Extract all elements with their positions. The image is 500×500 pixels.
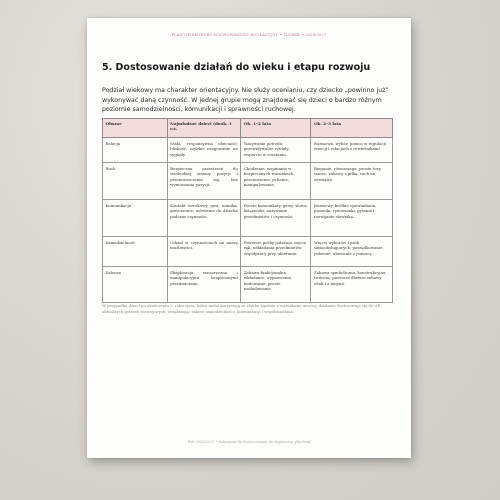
table-cell: Komunikacja <box>103 200 168 237</box>
table-cell: Udział w czynnościach na miarę możliwości. <box>167 237 241 267</box>
table-cell: Bieganie, równowaga, proste tory, taniec, zabawy z piłką, ruch na zewnątrz. <box>311 163 393 200</box>
table-row <box>103 237 393 267</box>
table-cell: Samodzielność <box>103 237 168 267</box>
table-cell: Pierwsze próby jedzenia, mycia rąk, odkładania przedmiotów, współpracy przy ubieraniu. <box>241 237 311 267</box>
document-page <box>87 18 411 458</box>
header-youngest: Najmłodsze dzieci (dook. 1 r.ż. <box>167 119 241 138</box>
table-cell: Rozmowy, krótkie opowiadania, piosenki, rymowanki, pytania i rozwijanie słownika. <box>311 200 393 237</box>
header-area: Obszar <box>103 119 168 138</box>
table-cell: Chodzenie, wspinanie w bezpiecznych warunkach, przenoszenie, pchanie, manipulowanie. <box>241 163 311 200</box>
table-cell: Rozmowa, wybór, pomoc w regulacji emocji i relacjach z rówieśnikami. <box>311 138 393 163</box>
table-row <box>103 200 393 237</box>
table-cell: Stała, responsywna obecność; bliskość; szybkie reagowanie na sygnały. <box>167 138 241 163</box>
table-cell: Zabawa funkcjonalna, wkładanie, wyjmowanie, budowanie, proste naśladowanie. <box>241 267 311 303</box>
table-row <box>103 163 393 200</box>
header-2-3-years: Ok. 2–3 lata <box>311 119 393 138</box>
table-cell: Więcej wyborów i prób samoobsługowych; porządkowanie, jedzenie, ubieranie z pomocą. <box>311 237 393 267</box>
header-1-2-years: Ok. 1–2 lata <box>241 119 311 138</box>
table-cell: Ruch <box>103 163 168 200</box>
table-cell: Nazywanie potrzeb; przewidywalne rytuały; wsparcie w rozstaniu. <box>241 138 311 163</box>
table-cell: Zabawa symboliczna, konstrukcyjna, twórcza; pierwsze dłuższe zabawy obok i z innymi. <box>311 267 393 303</box>
section-title: 5. Dostosowanie działań do wieku i etapu rozwoju <box>102 62 371 73</box>
note-paragraph: W przypadku dzieci po ukończeniu 3. roku życia, które nadal korzystają ze żłobka zgodnie z warunkami umowy, działania dostosowuje się do ich aktualnych potrzeb rozwojowych, zwiększając zakres samodzielności, komunikacji i współdziałania. <box>102 303 381 314</box>
table-header-row <box>103 119 393 138</box>
running-head: PLAN OPIEKUŃCZO-WYCHOWAWCZO-EDUKACYJNY • ŻŁOBEK • 2026/2027 <box>171 33 327 37</box>
intro-paragraph: Podział wiekowy ma charakter orientacyjny. Nie służy ocenianiu, czy dziecko „powinno już” wykonywać daną czynność. W jednej grupie mogą znajdować się dzieci o bardzo różnym poziomie samodzielności, komunikacji i sprawności ruchowej. <box>102 87 389 114</box>
age-stage-table <box>102 118 393 303</box>
table-row <box>103 267 393 303</box>
table-cell: Eksploracja sensoryczna i manipulacyjna bezpiecznymi przedmiotami. <box>167 267 241 303</box>
table-cell: Zabawa <box>103 267 168 303</box>
table-cell: Relacja <box>103 138 168 163</box>
table-cell: Proste komunikaty, gesty, słowa, książeczki, nazywanie przedmiotów i czynności. <box>241 200 311 237</box>
table-cell: Kontakt wzrokowy, gest, mimika, gaworzenie; mówienie do dziecka podczas czynności. <box>167 200 241 237</box>
table-cell: Bezpieczna przestrzeń do swobodnej zmiany pozycji i przemieszczania się; bez wymuszania pozycji. <box>167 163 241 200</box>
page-footer: Rok 2026/2027 • dokument do dostosowania do organizacji placówki <box>187 440 311 444</box>
table-row <box>103 138 393 163</box>
